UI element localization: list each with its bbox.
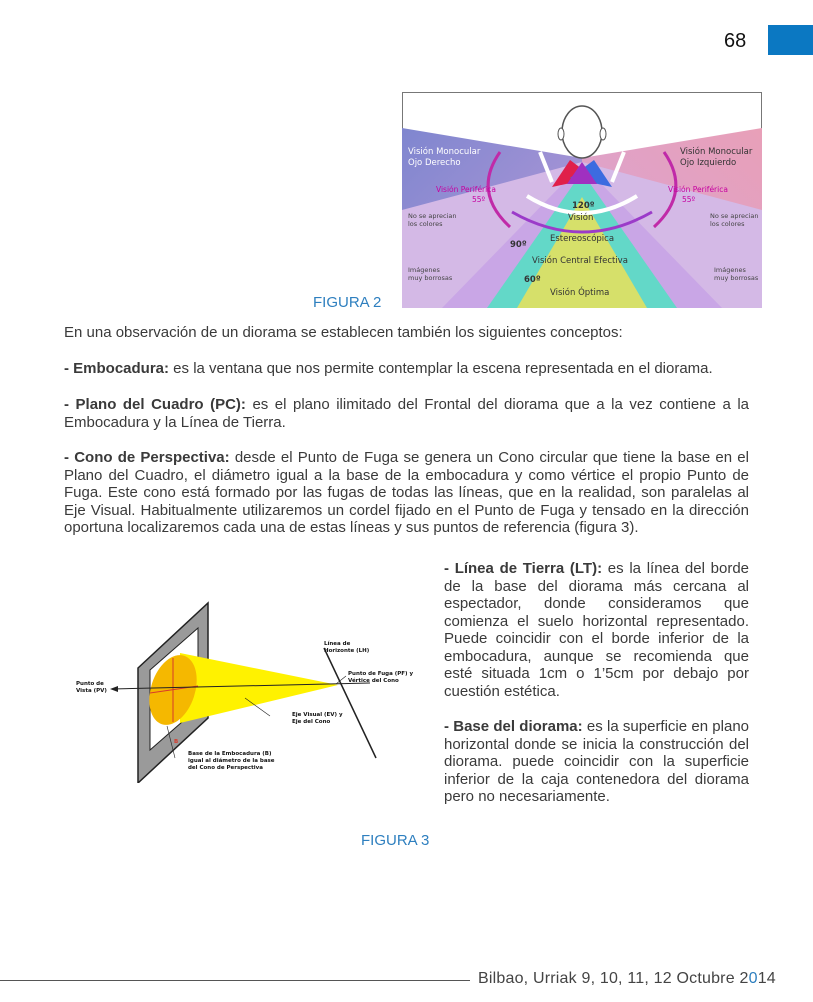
optima-label: Visión Óptima — [550, 288, 610, 298]
linea-tierra-paragraph — [444, 560, 749, 700]
footer-place-date: Bilbao, Urriak 9, 10, 11, 12 Octubre — [478, 970, 740, 987]
embocadura-text: es la ventana que nos permite contemplar la escena representada en el diorama. — [169, 360, 713, 377]
deg-120-label: 120º — [572, 201, 595, 211]
footer-rule — [0, 980, 470, 981]
mono-left-label-2: Ojo Izquierdo — [680, 158, 737, 168]
linea-tierra-term: - Línea de Tierra (LT): — [444, 560, 603, 577]
footer-year-a: 2 — [739, 970, 749, 987]
footer-year-c: 14 — [757, 970, 776, 987]
plano-paragraph — [64, 396, 749, 431]
nocolor-left-2: los colores — [710, 220, 745, 228]
figure-3-caption: FIGURA 3 — [361, 832, 430, 849]
nocolor-right-1: No se aprecian — [408, 212, 457, 220]
fig3-base-2: igual al diámetro de la base — [188, 758, 275, 764]
page-number: 68 — [724, 30, 747, 52]
deg-60-label: 60º — [524, 275, 541, 285]
periph-right-deg: 55º — [472, 195, 486, 204]
fig3-pv-1: Punto de — [76, 681, 104, 687]
blurry-left-2: muy borrosas — [714, 274, 759, 282]
embocadura-paragraph — [64, 360, 749, 378]
base-diorama-term: - Base del diorama: — [444, 718, 583, 735]
cono-term: - Cono de Perspectiva: — [64, 449, 230, 466]
fig3-pv-2: Vista (PV) — [76, 688, 107, 694]
fig3-base-3: del Cono de Perspectiva — [188, 765, 263, 771]
fig3-b: B — [174, 739, 179, 745]
deg-90-label: 90º — [510, 240, 527, 250]
fig3-ev-1: Eje Visual (EV) y — [292, 712, 343, 718]
page-number-tab — [768, 25, 813, 55]
periph-left-label: Visión Periférica — [668, 185, 728, 194]
fig3-lh-1: Línea de — [324, 641, 351, 647]
horizon-line — [324, 648, 376, 758]
base-diorama-text: es la superficie en plano horizontal donde se inicia la construcción del diorama. puede coincidir con la superficie inferior de la caja contenedora del diorama pero no necesariamente. — [444, 718, 749, 805]
nocolor-left-1: No se aprecian — [710, 212, 759, 220]
footer-text — [478, 970, 776, 988]
fig3-pf-1: Punto de Fuga (PF) y — [348, 671, 414, 677]
cono-text: desde el Punto de Fuga se genera un Cono circular que tiene la base en el Plano del Cuadro, el diámetro igual a la base de la embocadura y como vértice el propio Punto de Fuga. Este cono está formado por las fugas de todas las líneas, que en la realidad, son paralelas al Eje Visual. Habitualmente utilizaremos un cordel fijado en el Punto de Fuga y tensado en la dirección oportuna localizaremos cada una de estas líneas y sus puntos de referencia (figura 3). — [64, 449, 749, 536]
plano-text: es el plano ilimitado del Frontal del diorama que a la vez contiene a la Embocadura y la Línea de Tierra. — [64, 396, 750, 431]
blurry-right-2: muy borrosas — [408, 274, 453, 282]
stereo-label: Estereoscópica — [550, 234, 615, 244]
intro-paragraph: En una observación de un diorama se establecen también los siguientes conceptos: — [64, 324, 623, 341]
central-label: Visión Central Efectiva — [532, 256, 628, 266]
vision-label: Visión — [568, 213, 594, 223]
linea-tierra-text: es la línea del borde de la base del diorama más cercana al espectador, donde consideramos que comienza el suelo horizontal representado. Puede coincidir con el borde inferior de la embocadura, aunque se recomienda que esté situada 1cm o 1’5cm por debajo por cuestión estética. — [444, 560, 750, 700]
figure-3-perspective-cone — [70, 598, 420, 783]
fig3-base-1: Base de la Embocadura (B) — [188, 751, 272, 757]
footer-year-b: 0 — [748, 970, 758, 987]
nocolor-right-2: los colores — [408, 220, 443, 228]
blurry-left-1: Imágenes — [714, 266, 746, 274]
figure-2-caption: FIGURA 2 — [313, 294, 382, 311]
figure-2-vision-diagram — [402, 92, 762, 308]
fig3-lh-2: Horizonte (LH) — [324, 648, 370, 654]
mono-right-label-1: Visión Monocular — [408, 147, 481, 157]
plano-term: - Plano del Cuadro (PC): — [64, 396, 246, 413]
embocadura-term: - Embocadura: — [64, 360, 170, 377]
head-icon — [562, 106, 602, 158]
blurry-right-1: Imágenes — [408, 266, 440, 274]
periph-left-deg: 55º — [682, 195, 696, 204]
cono-paragraph — [64, 449, 749, 537]
mono-left-label-1: Visión Monocular — [680, 147, 753, 157]
base-diorama-paragraph — [444, 718, 749, 806]
periph-right-label: Visión Periférica — [436, 185, 496, 194]
mono-right-label-2: Ojo Derecho — [408, 158, 461, 168]
fig3-ev-2: Eje del Cono — [292, 719, 331, 725]
fig3-pf-2: Vértice del Cono — [348, 678, 399, 684]
